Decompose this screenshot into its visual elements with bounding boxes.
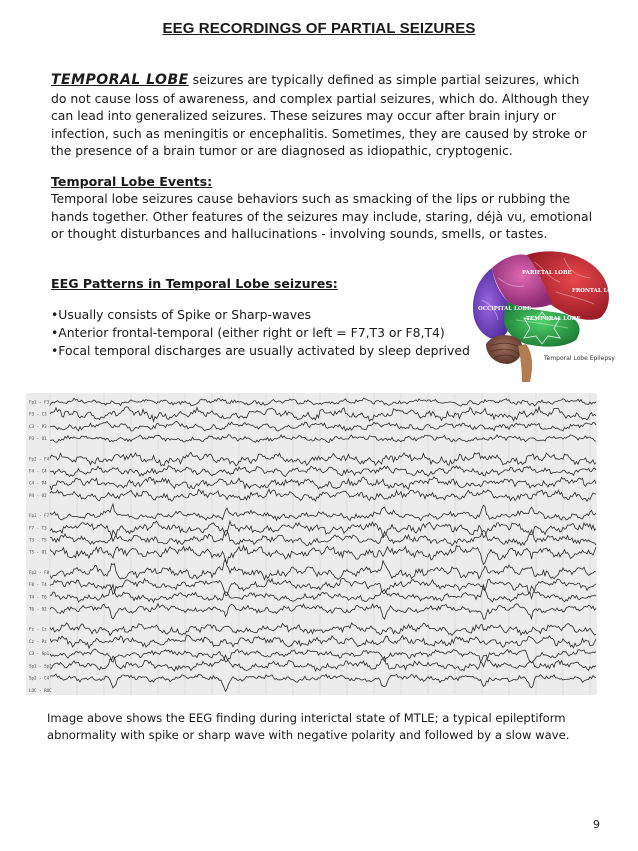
- patterns-heading: EEG Patterns in Temporal Lobe seizures:: [51, 276, 338, 291]
- eeg-channel-label: Fp1 - F7: [29, 513, 50, 519]
- frontal-label: FRONTAL LOBE: [572, 288, 621, 294]
- eeg-channel-label: T6 - O2: [29, 606, 47, 612]
- eeg-channel-label: Fp2 - F4: [29, 456, 50, 462]
- eeg-channel-label: Sp2 - C4: [29, 675, 50, 681]
- eeg-channel-label: Cz - Pz: [29, 638, 47, 644]
- intro-text: seizures are typically defined as simple partial seizures, which do not cause loss of awareness, and complex partial seizures, which do. Although they can lead into generalized seizures. These seizures may occur after brain injury or infection, such as meningitis or encephalitis. Sometimes, they are caused by stroke or the presence of a brain tumor or are diagnosed as idiopathic, cryptogenic.: [51, 72, 590, 158]
- parietal-label: PARIETAL LOBE: [522, 270, 572, 276]
- brain-illustration: [464, 248, 621, 388]
- eeg-footer-label: LOC - ROC: [29, 688, 52, 693]
- list-item: •Usually consists of Spike or Sharp-waves: [51, 307, 312, 322]
- eeg-channel-label: C3 - Sp1: [29, 651, 50, 657]
- temporal-lobe-lead: TEMPORAL LOBE: [51, 72, 189, 88]
- eeg-channel-label: C4 - P4: [29, 480, 47, 486]
- temporal-label: TEMPORAL LOBE: [526, 316, 581, 322]
- eeg-recording: [26, 393, 597, 695]
- figure-caption: Image above shows the EEG finding during interictal state of MTLE; a typical epileptiform abnormality with spike or sharp wave with negative polarity and followed by a slow wave.: [47, 711, 570, 742]
- eeg-channel-label: P4 - O2: [29, 492, 47, 498]
- eeg-channel-label: T3 - T5: [29, 537, 47, 543]
- page-title: EEG RECORDINGS OF PARTIAL SEIZURES: [162, 20, 476, 37]
- eeg-channel-label: Fp1 - F3: [29, 399, 50, 405]
- intro-paragraph: [51, 71, 596, 160]
- list-item: •Focal temporal discharges are usually activated by sleep deprived: [51, 342, 470, 358]
- events-paragraph: Temporal lobe seizures cause behaviors such as smacking of the lips or rubbing the hands together. Other features of the seizures may include, staring, déjà vu, emotional or thought disturbances and hallucinations - involving sounds, smells, or tastes.: [51, 191, 593, 241]
- patterns-list: [51, 306, 470, 359]
- eeg-channel-label: T5 - O1: [29, 549, 47, 555]
- list-item: •Anterior frontal-temporal (either right or left = F7,T3 or F8,T4): [51, 324, 445, 340]
- eeg-channel-label: P3 - O1: [29, 436, 47, 442]
- eeg-channel-label: F7 - T3: [29, 525, 47, 531]
- occipital-label: OCCIPITAL LOBE: [478, 306, 532, 312]
- eeg-channel-label: T4 - T6: [29, 594, 47, 600]
- eeg-channel-label: C3 - P3: [29, 423, 47, 429]
- eeg-channel-label: F8 - T4: [29, 582, 47, 588]
- eeg-channel-label: F4 - C4: [29, 468, 47, 474]
- eeg-channel-label: Sp1 - Sp2: [29, 663, 52, 669]
- eeg-channel-label: Fp2 - F8: [29, 569, 50, 575]
- page-number: 9: [593, 818, 600, 831]
- brainstem: [518, 344, 532, 382]
- events-heading: Temporal Lobe Events:: [51, 174, 213, 189]
- eeg-channel-label: Fz - Cz: [29, 626, 47, 632]
- brain-caption: Temporal Lobe Epilepsy: [544, 355, 615, 362]
- eeg-channel-label: F3 - C3: [29, 411, 47, 417]
